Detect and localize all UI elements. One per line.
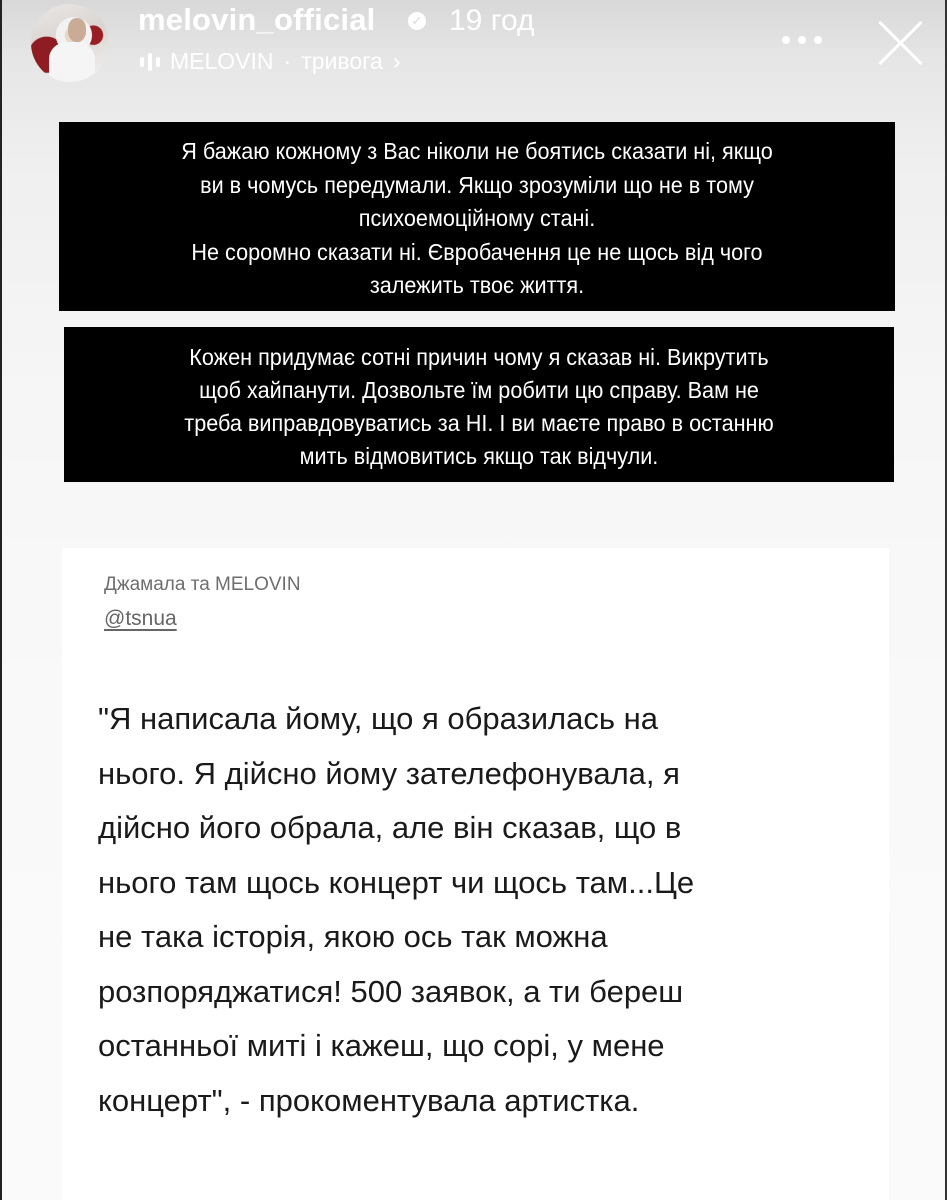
more-horizontal-icon	[782, 36, 790, 44]
post-title: Джамала та MELOVIN	[104, 574, 301, 595]
story-text-box-2	[64, 327, 894, 482]
story-text-box-1	[59, 122, 895, 311]
avatar-face	[68, 18, 86, 42]
quote-line: концерт", - прокоментувала артистка.	[98, 1082, 640, 1118]
text-line: ви в чомусь передумали. Якщо зрозуміли що не в тому	[200, 171, 754, 198]
audio-bars-icon	[140, 52, 160, 72]
text-line: Я бажаю кожному з Вас ніколи не боятись сказати ні, якщо	[181, 138, 773, 164]
time-ago: 19 год	[449, 4, 535, 37]
story-header	[2, 0, 945, 100]
quote-line: дійсно його обрала, але він сказав, що в	[98, 810, 682, 845]
music-separator: ·	[283, 48, 292, 74]
source-handle-link[interactable]: @tsnua	[104, 607, 177, 630]
shared-post-card[interactable]	[62, 548, 889, 1200]
quote-line: нього там щось концерт чи щось там...Це	[98, 864, 695, 900]
quote-line: "Я написала йому, що я образилась на	[98, 701, 659, 736]
text-line: Не соромно сказати ні. Євробачення це не щось від чого	[191, 238, 763, 265]
quote-line: нього. Я дійсно йому зателефонувала, я	[98, 755, 680, 791]
music-track: тривога	[301, 48, 383, 74]
text-line: треба виправдовуватись за НІ. І ви маєте право в останню	[184, 410, 774, 436]
text-line: залежить твоє життя.	[369, 272, 585, 298]
text-line: щоб хайпанути. Дозвольте їм робити цю справу. Вам не	[199, 377, 759, 403]
avatar-shirt	[49, 42, 95, 82]
text-line: мить відмовитись якщо так відчули.	[299, 443, 659, 469]
quote-line: розпоряджатися! 500 заявок, а ти береш	[98, 973, 684, 1009]
chevron-right-icon: ›	[392, 48, 401, 74]
text-line: Кожен придумає сотні причин чому я сказав ні. Викрутить	[189, 344, 769, 370]
username-link[interactable]: melovin_official	[138, 2, 376, 37]
quote-line: не така історія, якою ось так можна	[98, 919, 608, 954]
verified-badge-icon: ✓	[408, 12, 426, 30]
post-quote	[98, 692, 858, 1128]
music-sticker-link[interactable]	[140, 48, 400, 75]
text-line: психоемоційному стані.	[358, 205, 596, 231]
avatar[interactable]	[31, 4, 109, 82]
quote-line: останньої миті і кажеш, що сорі, у мене	[98, 1028, 665, 1063]
music-artist: MELOVIN	[170, 48, 274, 74]
close-button[interactable]	[875, 17, 927, 69]
more-options-button[interactable]	[782, 36, 822, 44]
